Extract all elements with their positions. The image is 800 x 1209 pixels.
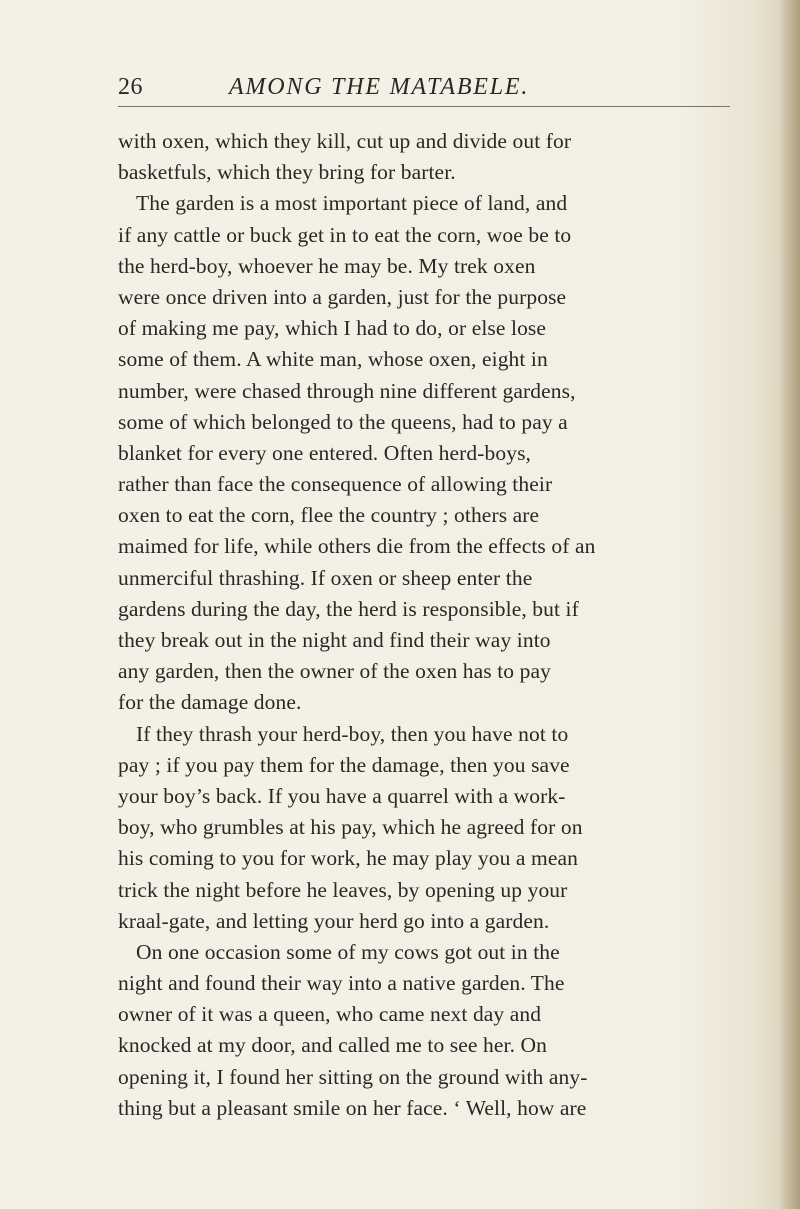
text-line: some of them. A white man, whose oxen, eight in [118, 347, 548, 372]
text-line: some of which belonged to the queens, had to pay a [118, 409, 568, 434]
text-line: with oxen, which they kill, cut up and divide out for [118, 129, 572, 153]
text-line: unmerciful thrashing. If oxen or sheep enter the [118, 565, 533, 590]
text-line: were once driven into a garden, just for the purpose [118, 284, 567, 309]
text-line: The garden is a most important piece of land, and [136, 191, 568, 216]
text-line: kraal-gate, and letting your herd go into a garden. [118, 908, 550, 933]
text-line: for the damage done. [118, 690, 302, 715]
page-edge-shadow [778, 0, 800, 1209]
text-line: basketfuls, which they bring for barter. [118, 160, 456, 185]
text-line: pay ; if you pay them for the damage, then you save [118, 752, 570, 777]
text-line: On one occasion some of my cows got out in the [136, 939, 560, 964]
text-line: night and found their way into a native garden. The [118, 971, 565, 996]
text-line: his coming to you for work, he may play you a mean [118, 846, 578, 871]
text-line: gardens during the day, the herd is responsible, but if [118, 596, 579, 621]
page-number: 26 [118, 74, 143, 100]
text-line: any garden, then the owner of the oxen has to pay [118, 659, 551, 684]
text-line: trick the night before he leaves, by opening up your [118, 877, 568, 902]
text-line: owner of it was a queen, who came next day and [118, 1002, 542, 1027]
text-line: they break out in the night and find their way into [118, 628, 551, 652]
text-line: knocked at my door, and called me to see her. On [118, 1033, 548, 1058]
text-line: your boy’s back. If you have a quarrel with a work- [118, 783, 566, 808]
body-text [118, 126, 740, 1124]
text-line: boy, who grumbles at his pay, which he agreed for on [118, 815, 583, 840]
text-line: rather than face the consequence of allowing their [118, 472, 553, 497]
text-line: maimed for life, while others die from the effects of an [118, 534, 596, 559]
text-line: number, were chased through nine different gardens, [118, 378, 576, 403]
text-line: the herd-boy, whoever he may be. My trek oxen [118, 253, 536, 278]
text-line: oxen to eat the corn, flee the country ; others are [118, 503, 540, 528]
text-line: of making me pay, which I had to do, or else lose [118, 316, 547, 341]
text-line: opening it, I found her sitting on the ground with any- [118, 1064, 588, 1089]
text-line: if any cattle or buck get in to eat the corn, woe be to [118, 222, 572, 247]
text-line: blanket for every one entered. Often herd-boys, [118, 440, 532, 465]
page-header [118, 72, 730, 107]
text-line: If they thrash your herd-boy, then you have not to [136, 721, 569, 746]
text-line: thing but a pleasant smile on her face. ‘ Well, how are [118, 1095, 587, 1120]
running-title: AMONG THE MATABELE. [229, 74, 530, 100]
